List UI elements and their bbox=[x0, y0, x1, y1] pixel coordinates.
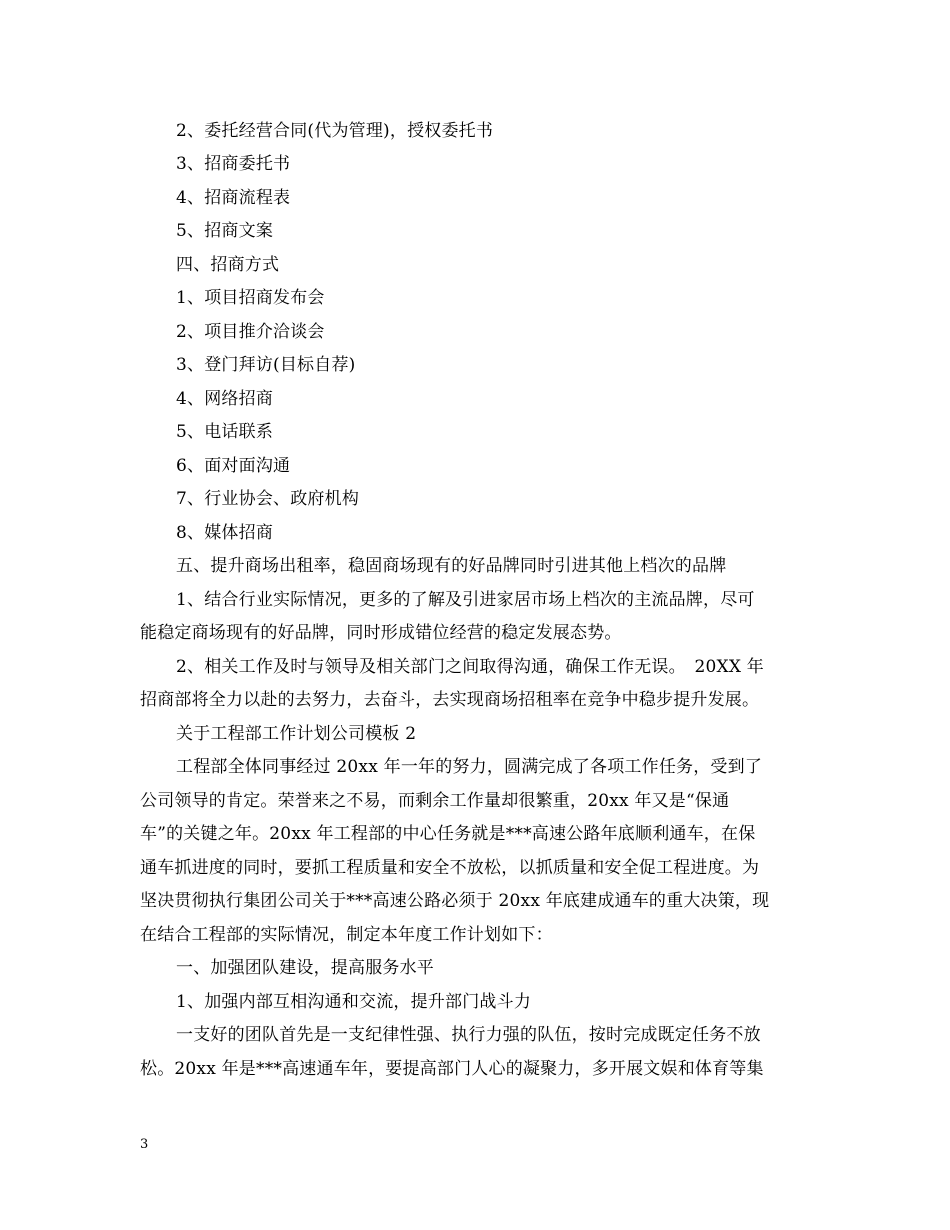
text-line: 3、登门拜访(目标自荐) bbox=[176, 355, 356, 375]
section-heading: 四、招商方式 bbox=[176, 255, 280, 275]
text-line: 2、委托经营合同(代为管理)，授权委托书 bbox=[176, 121, 494, 141]
text-line: 一支好的团队首先是一支纪律性强、执行力强的队伍，按时完成既定任务不放 bbox=[176, 1025, 761, 1045]
text-line: 1、加强内部互相沟通和交流，提升部门战斗力 bbox=[176, 992, 532, 1012]
text-line: 招商部将全力以赴的去努力，去奋斗，去实现商场招租率在竞争中稳步提升发展。 bbox=[140, 690, 760, 710]
text-line: 车”的关键之年。20xx 年工程部的中心任务就是***高速公路年底顺利通车，在保 bbox=[140, 824, 756, 844]
section-heading: 一、加强团队建设，提高服务水平 bbox=[176, 958, 434, 978]
page-number: 3 bbox=[140, 1137, 149, 1152]
text-line: 工程部全体同事经过 20xx 年一年的努力，圆满完成了各项工作任务，受到了 bbox=[176, 757, 763, 777]
text-line: 3、招商委托书 bbox=[176, 154, 291, 174]
text-line: 4、网络招商 bbox=[176, 389, 274, 409]
text-line: 5、招商文案 bbox=[176, 221, 274, 241]
text-line: 公司领导的肯定。荣誉来之不易，而剩余工作量却很繁重，20xx 年又是“保通 bbox=[140, 791, 730, 811]
text-line: 在结合工程部的实际情况，制定本年度工作计划如下： bbox=[140, 925, 553, 945]
text-line: 4、招商流程表 bbox=[176, 188, 291, 208]
text-line: 2、相关工作及时与领导及相关部门之间取得沟通，确保工作无误。 20XX 年 bbox=[176, 657, 764, 677]
text-line: 松。20xx 年是***高速通车年，要提高部门人心的凝聚力，多开展文娱和体育等集 bbox=[140, 1059, 764, 1079]
text-line: 1、项目招商发布会 bbox=[176, 288, 325, 308]
section-heading: 五、提升商场出租率，稳固商场现有的好品牌同时引进其他上档次的品牌 bbox=[176, 556, 727, 576]
text-line: 2、项目推介洽谈会 bbox=[176, 322, 325, 342]
text-line: 1、结合行业实际情况，更多的了解及引进家居市场上档次的主流品牌，尽可 bbox=[176, 590, 755, 610]
text-line: 能稳定商场现有的好品牌，同时形成错位经营的稳定发展态势。 bbox=[140, 623, 622, 643]
text-line: 5、电话联系 bbox=[176, 422, 274, 442]
text-line: 8、媒体招商 bbox=[176, 523, 274, 543]
text-line: 坚决贯彻执行集团公司关于***高速公路必须于 20xx 年底建成通车的重大决策，现 bbox=[140, 891, 770, 911]
section-title: 关于工程部工作计划公司模板 2 bbox=[176, 724, 417, 744]
text-line: 6、面对面沟通 bbox=[176, 456, 291, 476]
text-line: 7、行业协会、政府机构 bbox=[176, 489, 360, 509]
text-line: 通车抓进度的同时，要抓工程质量和安全不放松，以抓质量和安全促工程进度。为 bbox=[140, 858, 760, 878]
